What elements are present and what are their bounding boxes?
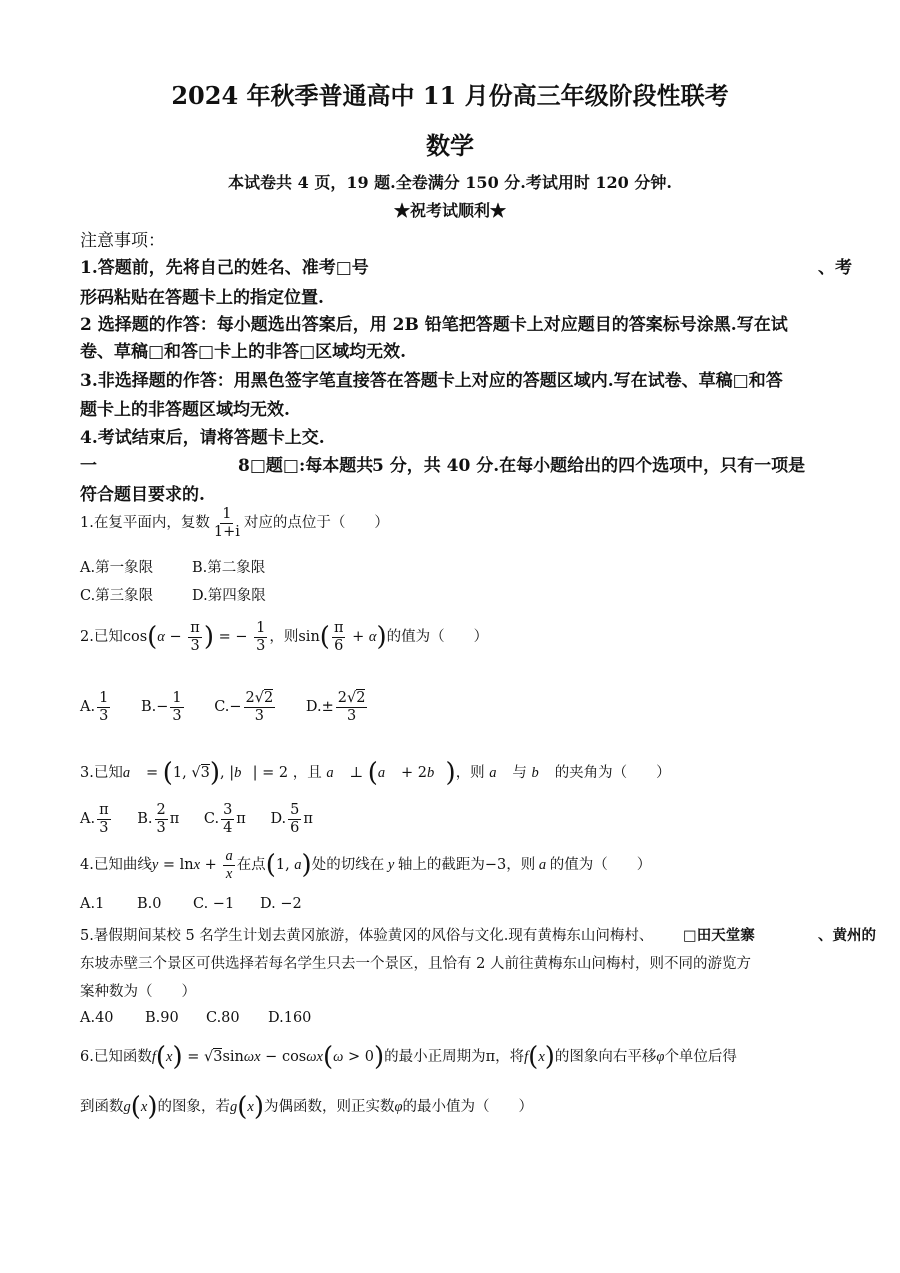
q2-option-d-label: D. bbox=[305, 699, 322, 716]
q3-text: 3.已知 bbox=[80, 765, 123, 781]
q4-y-var: y bbox=[384, 857, 398, 874]
q4-suffix: 的值为（ ） bbox=[549, 857, 652, 874]
q1-option-b: B.第二象限 bbox=[192, 560, 266, 576]
q4-a-var: a bbox=[535, 857, 550, 874]
q5-option-a: A.40 bbox=[80, 1010, 114, 1026]
note-2-line-1: 2 选择题的作答：每小题选出答案后，用 2B 铅笔把答题卡上对应题目的答案标号涂黑.写在试 bbox=[80, 315, 788, 335]
note-1-line-2: 形码粘贴在答题卡上的指定位置. bbox=[80, 288, 324, 308]
q3-option-c-label: C. bbox=[203, 811, 220, 828]
q5-option-b: B.90 bbox=[145, 1010, 179, 1026]
question-1 bbox=[80, 506, 389, 540]
note-3-line-2: 题卡上的非答题区域均无效. bbox=[80, 400, 290, 420]
question-6-line-2 bbox=[80, 1092, 533, 1122]
q4-connector: 在点 bbox=[236, 857, 266, 874]
exam-info: 本试卷共 4 页，19 题.全卷满分 150 分.考试用时 120 分钟. bbox=[228, 173, 672, 192]
question-4 bbox=[80, 848, 651, 882]
note-2-line-2: 卷、草稿□和答□卡上的非答□区域均无效. bbox=[80, 342, 407, 362]
q6-connector-3: 的图象向右平移 bbox=[554, 1049, 657, 1065]
q3-option-a-label: A. bbox=[80, 811, 96, 828]
q6-connector-2: ，将 bbox=[495, 1049, 525, 1065]
q3-expression: a⃗ = (1, √3), |b⃗| = 2 ，且 a⃗ ⊥ (a⃗ + 2b⃗)，则 a⃗ 与 b⃗ bbox=[122, 758, 551, 788]
q1-numerator: 1 bbox=[222, 506, 232, 522]
question-2 bbox=[80, 620, 488, 654]
note-1-text: 1.答题前，先将自己的姓名、 bbox=[80, 258, 302, 278]
q1-suffix: 对应的点位于（ ） bbox=[243, 515, 389, 532]
q6-f-ref: f(x) bbox=[524, 1042, 555, 1072]
q1-option-d: D.第四象限 bbox=[192, 588, 266, 604]
note-1-line-1 bbox=[80, 253, 369, 278]
q1-text: 1.在复平面内，复数 bbox=[80, 515, 210, 532]
note-3-line-1: 3.非选择题的作答：用黑色签字笔直接答在答题卡上对应的答题区域内.写在试卷、草稿□和答 bbox=[80, 371, 783, 391]
section-line-1: 5 分，共 40 分.在每小题给出的四个选项中，只有一项是 bbox=[372, 456, 806, 476]
q2-suffix: 的值为（ ） bbox=[386, 629, 489, 646]
q5-option-d: D.160 bbox=[268, 1010, 312, 1026]
q5-line-3: 案种数为（ ） bbox=[80, 984, 196, 1000]
note-1-bold: 准考□号 bbox=[301, 258, 369, 278]
subject-title: 数学 bbox=[426, 131, 474, 160]
q4-connector-2: 处的切线在 bbox=[311, 857, 385, 874]
q2-expression: cos(α − $\frac{\pi}{3}$ ) = − $\frac{1}{3}$ bbox=[122, 620, 266, 654]
q5-line-1: 5.暑假期间某校 5 名学生计划去黄冈旅游，体验黄冈的风俗与文化.现有黄梅东山问梅村、 bbox=[80, 928, 654, 944]
q4-intercept: −3 bbox=[484, 857, 507, 874]
notes-heading: 注意事项： bbox=[80, 231, 165, 251]
q5-line-1-bold: □田天堂寨 bbox=[683, 928, 755, 944]
question-3 bbox=[80, 758, 671, 788]
q1-option-c: C.第三象限 bbox=[80, 588, 154, 604]
q4-option-b: B.0 bbox=[137, 896, 162, 912]
q5-line-2: 东坡赤壁三个景区可供选择若每名学生只去一个景区，且恰有 2 人前往黄梅东山问梅村，则不同的游览方 bbox=[80, 956, 751, 972]
note-4: 4.考试结束后，请将答题卡上交. bbox=[80, 428, 325, 448]
q6-line-2-text: 到函数 bbox=[80, 1099, 124, 1115]
q6-line-2-connector: 的图象，若 bbox=[157, 1099, 230, 1115]
wish-line: ★祝考试顺利★ bbox=[393, 201, 506, 220]
q4-option-d: D. −2 bbox=[260, 896, 302, 912]
q2-target: sin( $\frac{\pi}{6}$ + α) bbox=[298, 620, 387, 654]
q4-curve: y = lnx + $\frac{a}{x}$ bbox=[151, 848, 233, 882]
question-6-line-1 bbox=[80, 1042, 737, 1072]
q2-option-b-label: B. bbox=[140, 699, 157, 716]
q6-phi: φ bbox=[656, 1049, 665, 1065]
q6-line-2-connector-2: 为偶函数，则正实数 bbox=[264, 1099, 395, 1115]
q6-pi: π bbox=[485, 1049, 496, 1065]
q2-options: A. $\frac{1}{3}$ B.− $\frac{1}{3}$ C.− $\frac{2√2}{3}$ D.± $\frac{2√2}{3}$ bbox=[80, 690, 366, 724]
note-1-tail: 、考 bbox=[818, 258, 852, 278]
q5-option-c: C.80 bbox=[206, 1010, 240, 1026]
section-overlap-text: 8□题□:每本题共 bbox=[238, 456, 374, 476]
q6-function: f(x) = √3sinωx − cosωx(ω > 0) bbox=[151, 1042, 385, 1072]
q4-option-a: A.1 bbox=[80, 896, 105, 912]
q4-option-c: C. −1 bbox=[193, 896, 235, 912]
q2-text: 2.已知 bbox=[80, 629, 123, 646]
q2-option-c-label: C. bbox=[214, 699, 230, 716]
q1-denominator: 1+i bbox=[213, 523, 240, 540]
q4-connector-3: 轴上的截距为 bbox=[397, 857, 485, 874]
q4-point: (1, a) bbox=[265, 850, 312, 881]
q2-option-a-label: A. bbox=[80, 699, 96, 716]
q2-connector: ，则 bbox=[269, 629, 299, 646]
q6-text: 6.已知函数 bbox=[80, 1049, 152, 1065]
q6-g-ref-2: g(x) bbox=[230, 1092, 264, 1122]
exam-title: 2024 年秋季普通高中 11 月份高三年级阶段性联考 bbox=[171, 81, 729, 110]
q1-option-a: A.第一象限 bbox=[80, 560, 154, 576]
q4-text: 4.已知曲线 bbox=[80, 857, 152, 874]
q3-option-d-label: D. bbox=[270, 811, 287, 828]
section-number: 一 bbox=[80, 456, 97, 476]
q6-line-2-suffix: 的最小值为（ ） bbox=[402, 1099, 534, 1115]
q5-line-1-tail: 、黄州的 bbox=[818, 928, 876, 944]
q4-connector-4: ，则 bbox=[506, 857, 536, 874]
q6-connector: 的最小正周期为 bbox=[384, 1049, 486, 1065]
q6-phi-2: φ bbox=[394, 1099, 403, 1115]
q6-g-ref: g(x) bbox=[123, 1092, 158, 1122]
q3-option-b-label: B. bbox=[137, 811, 153, 828]
q3-options: A. $\frac{\pi}{3}$ B. $\frac{2}{3}$ π C. $\frac{3}{4}$ π D. $\frac{5}{6}$ π bbox=[80, 802, 313, 836]
q3-suffix: 的夹角为（ ） bbox=[554, 765, 671, 781]
q1-fraction bbox=[212, 506, 242, 540]
q6-connector-4: 个单位后得 bbox=[664, 1049, 737, 1065]
section-line-2: 符合题目要求的. bbox=[80, 485, 205, 505]
